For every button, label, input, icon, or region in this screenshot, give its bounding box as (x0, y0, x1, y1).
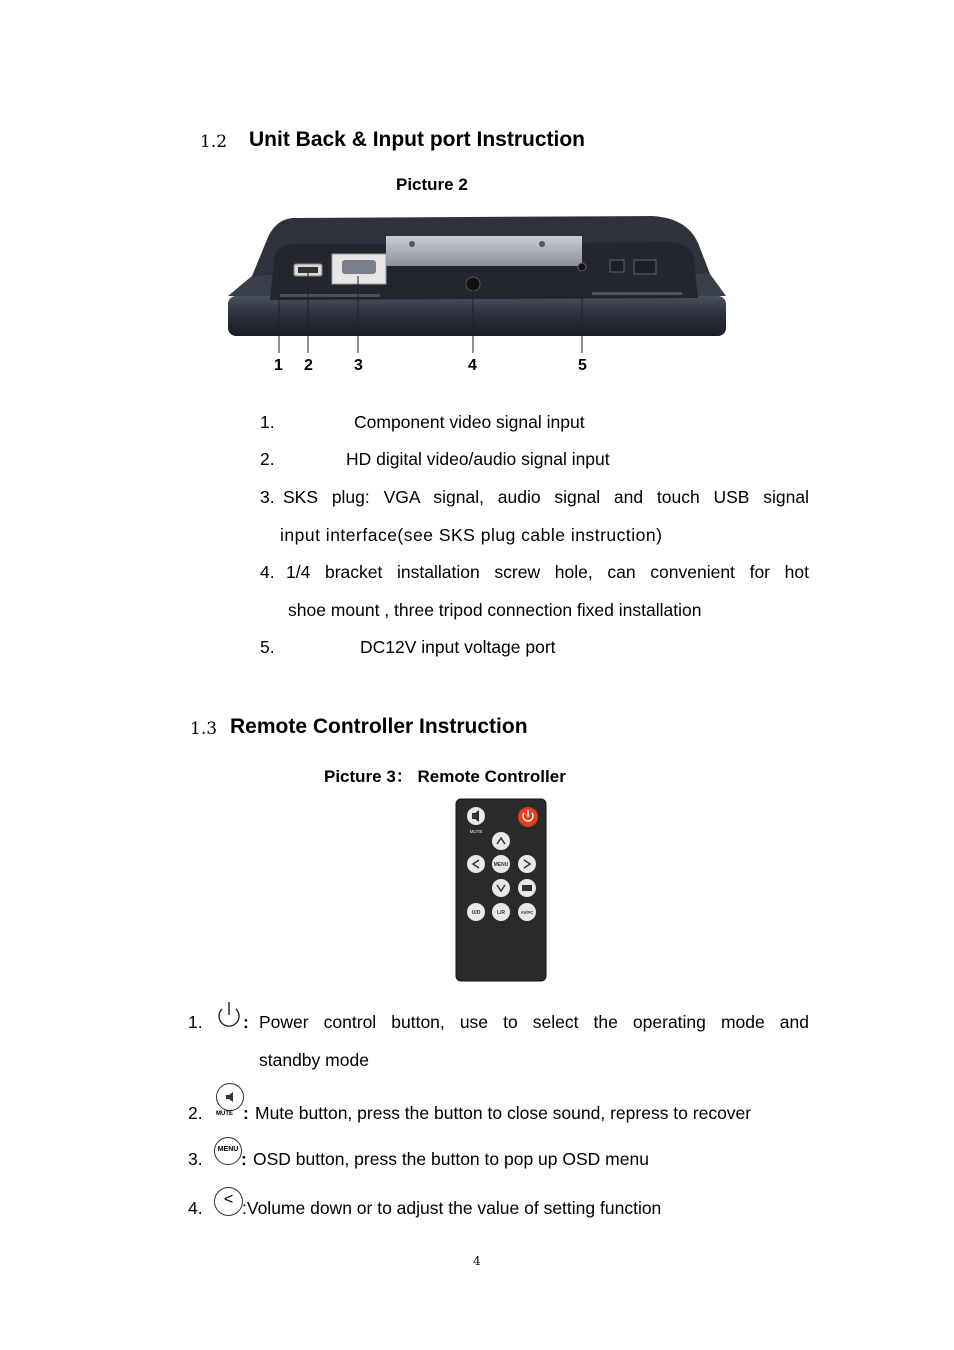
lr-label: L/R (496, 910, 506, 916)
list-item-number: 3. (260, 487, 275, 507)
list-item-text: HD digital video/audio signal input (346, 449, 610, 469)
section-heading: Unit Back & Input port Instruction (249, 128, 585, 151)
callout-label: 2 (304, 357, 313, 374)
volume-down-icon-label: < (223, 1191, 234, 1208)
callout-label: 3 (354, 357, 363, 374)
list-item-text: Power control button, use to select the operating mode and (259, 1012, 809, 1032)
menu-label: MENU (493, 862, 509, 868)
list-item-number: 1. (260, 412, 275, 432)
list-item-number: 5. (260, 637, 275, 657)
mute-icon-label: MUTE (216, 1111, 233, 1117)
list-item-number: 2. (260, 449, 275, 469)
list-item-separator: : (241, 1149, 247, 1169)
list-item-text: Component video signal input (354, 412, 585, 432)
mute-icon (216, 1083, 244, 1111)
list-item-number: 3. (188, 1149, 203, 1169)
avpc-label: AV/PC (520, 910, 534, 915)
list-item-separator: : (243, 1103, 249, 1123)
list-item-text: 1/4 bracket installation screw hole, can convenient for hot (286, 562, 809, 582)
page-number: 4 (473, 1254, 481, 1268)
section-heading: Remote Controller Instruction (230, 715, 528, 738)
remote-controller-photo (455, 798, 547, 982)
section-number: 1.2 (200, 132, 228, 152)
menu-icon (214, 1137, 242, 1165)
list-item-number: 1. (188, 1012, 203, 1032)
list-item-text: OSD button, press the button to pop up OSD menu (253, 1149, 649, 1169)
figure-caption: Picture 2 (396, 175, 468, 194)
unit-back-photo (222, 210, 734, 395)
callout-label: 5 (578, 357, 587, 374)
list-item-number: 4. (188, 1198, 203, 1218)
list-item-text: standby mode (259, 1050, 369, 1070)
list-item-text: input interface(see SKS plug cable instruction) (280, 525, 663, 545)
volume-down-icon (214, 1187, 243, 1216)
menu-icon-label: MENU (217, 1146, 239, 1153)
list-item-text: :Volume down or to adjust the value of setting function (242, 1198, 662, 1218)
callout-label: 1 (274, 357, 283, 374)
callout-label: 4 (468, 357, 477, 374)
section-number: 1.3 (190, 719, 218, 739)
power-icon (214, 1000, 244, 1030)
list-item-text: shoe mount , three tripod connection fixed installation (288, 600, 702, 620)
list-item-number: 2. (188, 1103, 203, 1123)
list-item-separator: : (243, 1012, 249, 1032)
list-item-text: DC12V input voltage port (360, 637, 556, 657)
figure-caption: Picture 3： Remote Controller (324, 767, 566, 786)
mute-label: MUTE (469, 829, 483, 834)
list-item-text: SKS plug: VGA signal, audio signal and touch USB signal (283, 487, 809, 507)
list-item-text: Mute button, press the button to close sound, repress to recover (255, 1103, 752, 1123)
ud-label: U/D (471, 910, 481, 916)
list-item-number: 4. (260, 562, 275, 582)
